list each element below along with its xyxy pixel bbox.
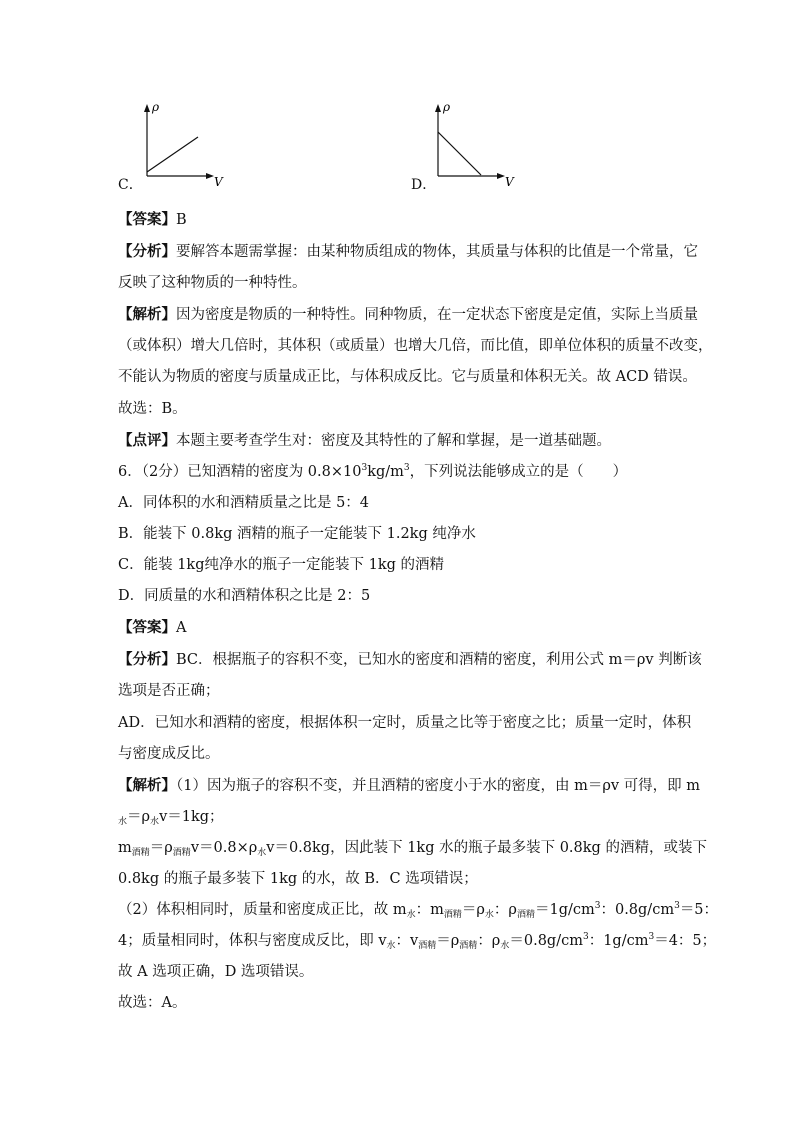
x-axis-label: V — [214, 175, 223, 189]
q6-solution: 【解析】（1）因为瓶子的容积不变，并且酒精的密度小于水的密度，由 m＝ρv 可得，即 m — [118, 776, 701, 794]
q5-comment: 【点评】本题主要考查学生对：密度及其特性的了解和掌握，是一道基础题。 — [118, 431, 611, 449]
q6-analysis-cont-3: 与密度成反比。 — [118, 745, 220, 762]
q6-analysis-cont-2: AD．已知水和酒精的密度，根据体积一定时，质量之比等于密度之比；质量一定时，体积 — [118, 714, 692, 731]
q6-option-d: D．同质量的水和酒精体积之比是 2：5 — [118, 588, 371, 605]
q6-analysis: 【分析】BC．根据瓶子的容积不变，已知水的密度和酒精的密度，利用公式 m＝ρv 判断该 — [118, 651, 702, 669]
q6-stem: 6．（2分）已知酒精的密度为 $0.8\times 10^3kg/m^3$，下列说法能够成立的是（ ） — [118, 462, 628, 480]
x-axis-arrow — [497, 173, 505, 179]
q5-analysis: 【分析】要解答本题需掌握：由某种物质组成的物体，其质量与体积的比值是一个常量，它 — [118, 243, 698, 261]
figure-d-label: D． — [411, 177, 437, 193]
graph-c — [138, 96, 248, 196]
q6-choose: 故选：A。 — [118, 995, 187, 1012]
x-axis-label: V — [505, 175, 514, 189]
q6-solution-line-3: $m_{酒精}=\rho_{酒精}v=0.8\times\rho_水v=0.8kg$，因此装下 1kg 水的瓶子最多装下 0.8kg 的酒精，或装下 — [118, 839, 707, 858]
q6-solution-line-6: 4；质量相同时，体积与密度成反比，即 $v_水$：$v_{酒精}=\rho_{酒精}$：$\rho_水=0.8g/cm^3$：$1g/cm^3=4$：5； — [118, 932, 717, 952]
q5-solution-cont-1: （或体积）增大几倍时，其体积（或质量）也增大几倍，而比值，即单位体积的质量不改变， — [118, 338, 713, 355]
q6-option-a: A．同体积的水和酒精质量之比是 5：4 — [118, 494, 370, 511]
q6-answer: 【答案】A — [118, 619, 187, 637]
figure-c-label: C． — [118, 177, 143, 193]
q6-option-b: B．能装下 0.8kg 酒精的瓶子一定能装下 1.2kg 纯净水 — [118, 525, 476, 542]
question-content — [118, 204, 719, 1019]
q5-solution-cont-2: 不能认为物质的密度与质量成正比，与体积成反比。它与质量和体积无关。故 ACD 错误。 — [118, 369, 697, 386]
y-axis-label: ρ — [152, 100, 160, 114]
y-axis-arrow — [144, 104, 150, 112]
graph-line — [147, 137, 198, 172]
q6-analysis-cont-1: 选项是否正确； — [118, 683, 220, 700]
q5-answer: 【答案】B — [118, 211, 187, 228]
q6-solution-line-2: $_水=\rho_水v=1kg$； — [118, 808, 224, 827]
q5-choose: 故选：B。 — [118, 400, 187, 417]
graph-line — [438, 132, 481, 175]
x-axis-arrow — [206, 173, 214, 179]
q5-solution: 【解析】因为密度是物质的一种特性。同种物质，在一定状态下密度是定值，实际上当质量 — [118, 306, 698, 324]
q6-solution-line-4: 0.8kg 的瓶子最多装下 1kg 的水，故 B．C 选项错误； — [118, 870, 478, 887]
option-figures — [118, 96, 678, 196]
q6-solution-line-7: 故 A 选项正确，D 选项错误。 — [118, 964, 314, 981]
y-axis-label: ρ — [443, 100, 451, 114]
graph-d — [429, 96, 539, 196]
q6-option-c: C．能装 1kg纯净水的瓶子一定能装下 1kg 的酒精 — [118, 557, 445, 574]
q5-analysis-cont: 反映了这种物质的一种特性。 — [118, 275, 307, 292]
y-axis-arrow — [435, 104, 441, 112]
q6-solution-line-5: （2）体积相同时，质量和密度成正比，故 $m_水$：$m_{酒精}=\rho_水$：$\rho_{酒精}=1g/cm^3$：$0.8g/cm^3=5$： — [118, 901, 719, 921]
